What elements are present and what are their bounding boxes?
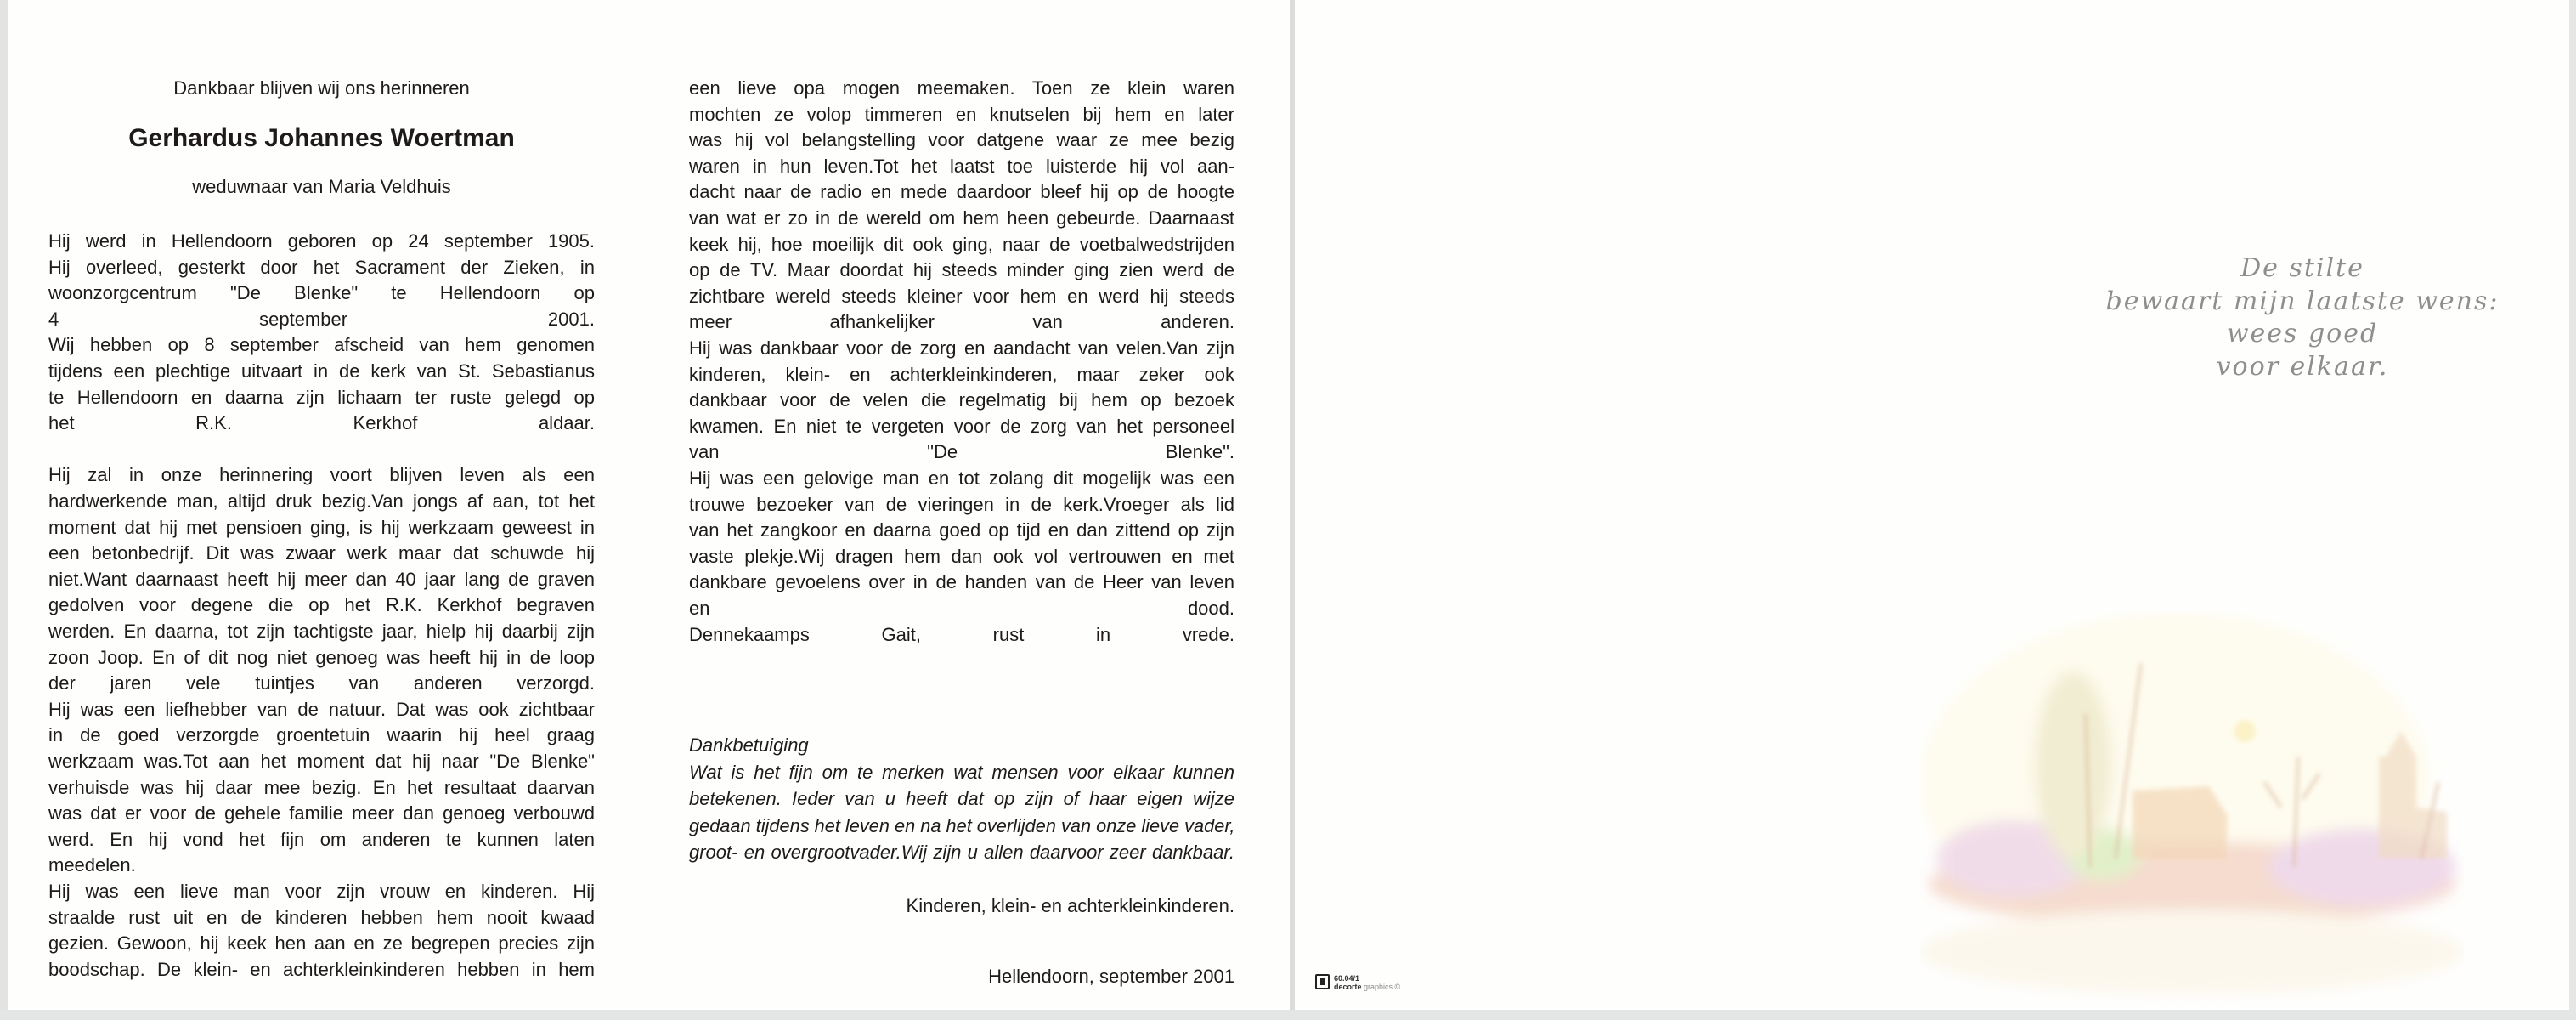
- scan-edge-bottom: [0, 1010, 2576, 1020]
- thanks-line: betekenen. Ieder van u heeft dat op zijn of haar eigen wijze: [689, 788, 1234, 810]
- text-line: een lieve opa mogen meemaken. Toen ze klein waren: [689, 77, 1234, 99]
- text-line: Dennekaamps Gait, rust in vrede.: [689, 623, 1234, 645]
- text-line: Hij was een lieve man voor zijn vrouw en kinderen. Hij: [48, 881, 595, 902]
- text-line: hardwerkende man, altijd druk bezig.Van jongs af aan, tot het: [48, 490, 595, 512]
- scan-edge-right: [2569, 0, 2576, 1020]
- text-line: Hij was dankbaar voor de zorg en aandacht van velen.Van zijn: [689, 337, 1234, 359]
- signature: Kinderen, klein- en achterkleinkinderen.: [906, 895, 1234, 916]
- text-line: keek hij, hoe moeilijk dit ook ging, naar de voetbalwedstrijden: [689, 233, 1234, 255]
- text-line: straalde rust uit en de kinderen hebben hem nooit kwaad: [48, 906, 595, 928]
- imprint-brand: [1334, 983, 1400, 991]
- place-date: Hellendoorn, september 2001: [988, 966, 1234, 987]
- landscape-painting: [1920, 612, 2464, 1010]
- text-line: Hij was een gelovige man en tot zolang dit mogelijk was een: [689, 468, 1234, 489]
- text-line: werd. En hij vond het fijn om anderen te kunnen laten: [48, 828, 595, 850]
- product-code: 60.04/1: [1334, 974, 1360, 983]
- text-line: waren in hun leven.Tot het laatst toe luisterde hij vol aan-: [689, 155, 1234, 177]
- poem-line-4: voor elkaar.: [2216, 352, 2389, 382]
- text-line: in de goed verzorgde groentetuin waarin hij heel graag: [48, 724, 595, 746]
- text-line: Hij overleed, gesterkt door het Sacrament der Zieken, in: [48, 256, 595, 278]
- text-line: trouwe bezoeker van de vieringen in de kerk.Vroeger als lid: [689, 493, 1234, 515]
- text-line: kwamen. En niet te vergeten voor de zorg van het personeel: [689, 415, 1234, 437]
- widower-of-text: weduwnaar van Maria Veldhuis: [192, 176, 451, 197]
- text-line: en dood.: [689, 598, 1234, 619]
- text-line: van "De Blenke".: [689, 441, 1234, 463]
- text-line: mochten ze volop timmeren en knutselen bij hem en later: [689, 103, 1234, 125]
- painting-sun: [2234, 720, 2256, 742]
- text-line: verhuisde was hij daar mee bezig. En het resultaat daarvan: [48, 776, 595, 798]
- text-line: dacht naar de radio en mede daardoor bleef hij op de hoogte: [689, 181, 1234, 203]
- text-line: dankbaar voor de velen die regelmatig bij hem op bezoek: [689, 389, 1234, 411]
- text-line: van wat er zo in de wereld om hem heen gebeurde. Daarnaast: [689, 207, 1234, 229]
- text-line: gezien. Gewoon, hij keek hen aan en ze begrepen precies zijn: [48, 932, 595, 955]
- thanks-title: Dankbetuiging: [689, 734, 809, 756]
- text-line: meedelen.: [48, 854, 136, 876]
- text-line: een betonbedrijf. Dit was zwaar werk maar dat schuwde hij: [48, 542, 595, 564]
- text-line: boodschap. De klein- en achterkleinkinderen hebben in hem: [48, 958, 595, 980]
- text-line: Hij zal in onze herinnering voort blijven leven als een: [48, 464, 595, 486]
- text-line: der jaren vele tuintjes van anderen verzorgd.: [48, 672, 595, 694]
- text-line: woonzorgcentrum "De Blenke" te Hellendoorn op: [48, 282, 595, 304]
- text-line: tijdens een plechtige uitvaart in de kerk van St. Sebastianus: [48, 360, 595, 382]
- deceased-name: Gerhardus Johannes Woertman: [128, 124, 515, 152]
- imprint-brand-name: decorte: [1334, 983, 1362, 991]
- card-divider: [1290, 0, 1295, 1020]
- text-line: Wij hebben op 8 september afscheid van hem genomen: [48, 334, 595, 356]
- thanks-line: groot- en overgrootvader.Wij zijn u allen daarvoor zeer dankbaar.: [689, 842, 1234, 864]
- poem-line-1: De stilte: [2240, 253, 2364, 283]
- text-line: vaste plekje.Wij dragen hem dan ook vol vertrouwen en met: [689, 545, 1234, 567]
- text-line: Hij was een liefhebber van de natuur. Dat was ook zichtbaar: [48, 698, 595, 720]
- text-line: was hij vol belangstelling voor datgene waar ze mee bezig: [689, 129, 1234, 151]
- text-line: zichtbare wereld steeds kleiner voor hem en werd hij steeds: [689, 285, 1234, 307]
- text-line: werden. En daarna, tot zijn tachtigste jaar, hielp hij daarbij zijn: [48, 620, 595, 642]
- text-line: moment dat hij met pensioen ging, is hij werkzaam geweest in: [48, 516, 595, 538]
- text-line: zoon Joop. En of dit nog niet genoeg was heeft hij in de loop: [48, 646, 595, 668]
- thanks-line: Wat is het fijn om te merken wat mensen voor elkaar kunnen: [689, 762, 1234, 783]
- painting-house: [2133, 786, 2228, 858]
- text-line: werkzaam was.Tot aan het moment dat hij naar "De Blenke": [48, 751, 595, 772]
- scan-edge-left: [0, 0, 8, 1020]
- text-line: op de TV. Maar doordat hij steeds minder ging zien werd de: [689, 259, 1234, 281]
- thanks-line: gedaan tijdens het leven en na het overlijden van onze lieve vader,: [689, 814, 1235, 836]
- text-line: Hij werd in Hellendoorn geboren op 24 september 1905.: [48, 230, 595, 252]
- text-line: te Hellendoorn en daarna zijn lichaam ter ruste gelegd op: [48, 386, 595, 408]
- decorte-logo-icon: [1315, 974, 1330, 989]
- imprint-brand-suffix: graphics ©: [1364, 983, 1401, 991]
- text-line: van het zangkoor en daarna goed op tijd en dan zittend op zijn: [689, 519, 1234, 541]
- intro-text: Dankbaar blijven wij ons herinneren: [173, 77, 470, 99]
- text-line: 4 september 2001.: [48, 308, 595, 330]
- text-line: gedolven voor degene die op het R.K. Kerkhof begraven: [48, 594, 595, 616]
- poem-line-3: wees goed: [2226, 319, 2379, 348]
- painting-water: [1920, 910, 2464, 994]
- text-line: het R.K. Kerkhof aldaar.: [48, 412, 595, 434]
- text-line: dankbare gevoelens over in de handen van de Heer van leven: [689, 571, 1234, 593]
- text-line: niet.Want daarnaast heeft hij meer dan 40 jaar lang de graven: [48, 568, 595, 590]
- poem-line-2: bewaart mijn laatste wens:: [2105, 286, 2500, 316]
- text-line: was dat er voor de gehele familie meer dan genoeg verbouwd: [48, 802, 595, 824]
- text-line: kinderen, klein- en achterkleinkinderen, maar zeker ook: [689, 363, 1234, 385]
- painting-tree-left: [2035, 672, 2111, 858]
- text-line: meer afhankelijker van anderen.: [689, 311, 1234, 333]
